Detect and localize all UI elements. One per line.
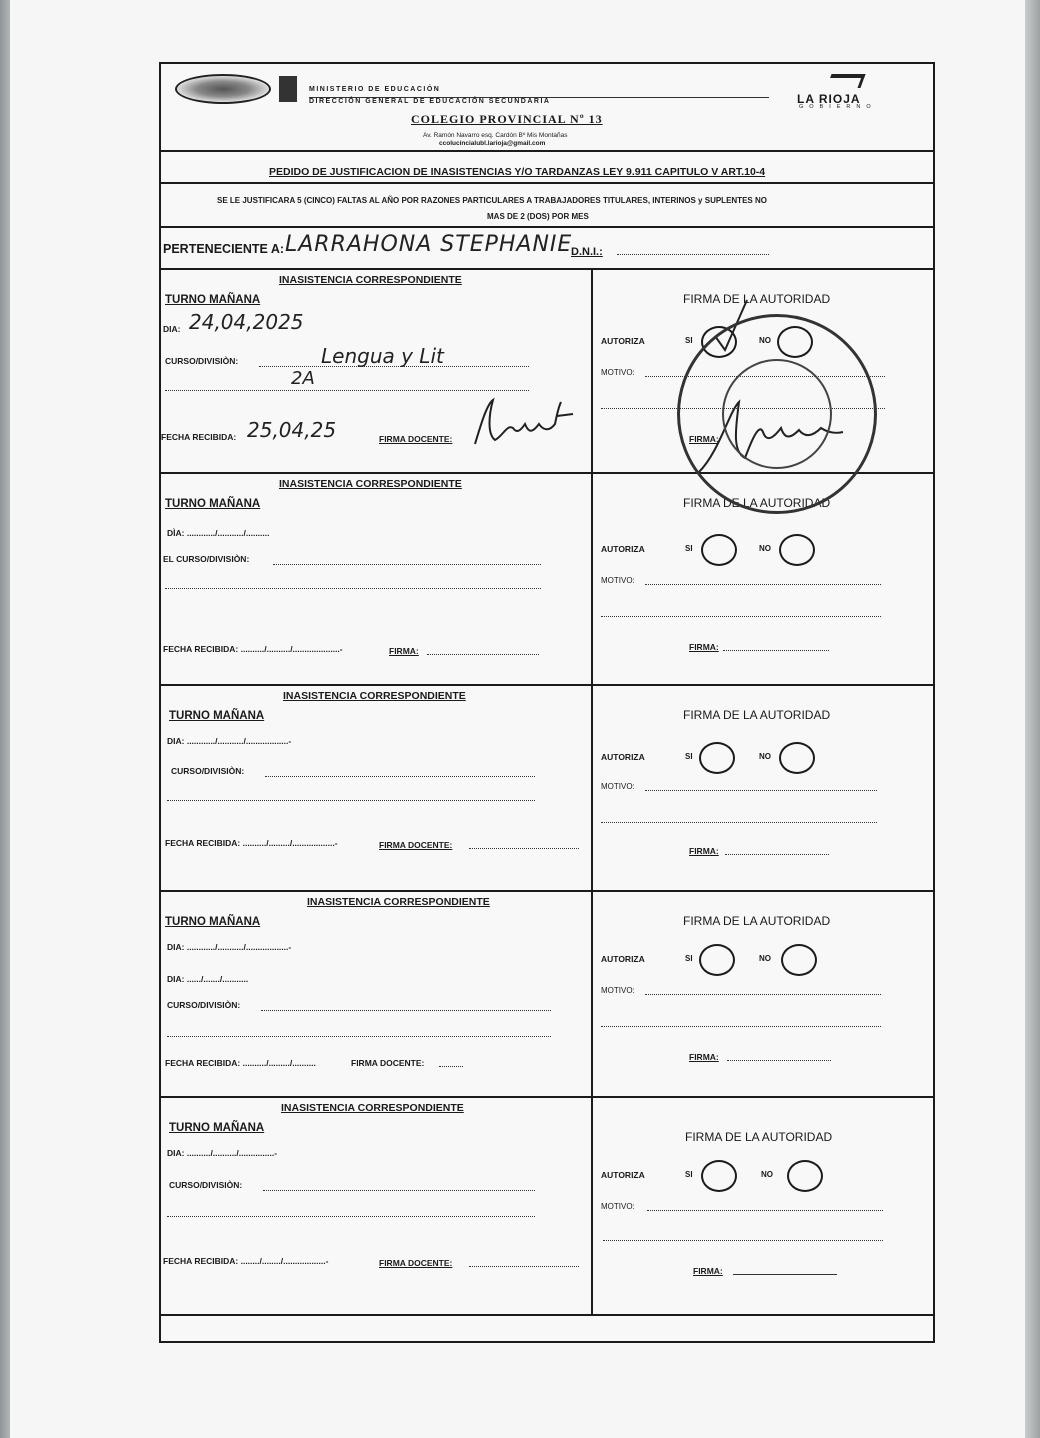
motivo-line-2[interactable] [601,1026,881,1027]
firma-label: FIRMA: [693,1266,723,1276]
motivo-field[interactable] [647,1210,883,1211]
perteneciente-value[interactable]: LARRAHONA STEPHANIE [285,232,573,257]
authority-section [593,1098,933,1314]
no-label: NO [759,544,771,553]
firma-field[interactable] [723,650,829,651]
no-label: NO [759,954,771,963]
si-checkbox[interactable] [699,742,735,774]
absence-details [161,892,593,1096]
firma-autoridad-label: FIRMA DE LA AUTORIDAD [685,1130,833,1144]
perteneciente-row [161,228,933,270]
curso-label: CURSO/DIVISIÒN: [169,1180,243,1190]
motivo-label: MOTIVO: [601,576,635,585]
dia2-label: DIA: ....../......./........... [167,974,249,984]
si-checkbox[interactable] [701,1160,737,1192]
absence-details [161,270,593,472]
motivo-line-2[interactable] [601,616,881,617]
turno-label: TURNO MAÑANA [165,294,261,306]
block-header: INASISTENCIA CORRESPONDIENTE [281,1102,464,1114]
block-header: INASISTENCIA CORRESPONDIENTE [279,274,462,286]
firma-label: FIRMA: [689,434,719,444]
docente-signature-icon [469,394,579,450]
no-label: NO [761,1170,773,1179]
absence-block-3 [161,686,933,892]
motivo-line-2[interactable] [603,1240,883,1241]
firma-field[interactable] [733,1274,837,1275]
curso-field[interactable] [261,1010,551,1011]
absence-details [161,686,593,890]
curso-line-2[interactable] [167,1036,551,1037]
firma-field[interactable] [727,1060,831,1061]
block-header: INASISTENCIA CORRESPONDIENTE [279,478,462,490]
ministry-name: MINISTERIO DE EDUCACIÓN [309,86,441,93]
fecha-label: FECHA RECIBIDA: [161,432,237,442]
curso-field[interactable] [263,1190,535,1191]
ministry-emblem [279,76,297,102]
firma-docente-label: FIRMA DOCENTE: [351,1058,425,1068]
firma-autoridad-label: FIRMA DE LA AUTORIDAD [683,914,831,928]
title-row [161,152,933,184]
school-address: Av. Ramón Navarro esq. Cardón Bº Mis Montañas [423,132,568,139]
direccion-name: DIRECCIÓN GENERAL DE EDUCACIÓN SECUNDARIA [309,98,551,105]
dia-label: DIA: ........../........../...............- [167,1148,278,1158]
motivo-label: MOTIVO: [601,368,635,377]
curso-field[interactable] [265,776,535,777]
no-checkbox[interactable] [779,742,815,774]
justification-form [159,62,935,1343]
fecha-value[interactable]: 25,04,25 [247,418,337,442]
block-header: INASISTENCIA CORRESPONDIENTE [283,690,466,702]
firma-autoridad-label: FIRMA DE LA AUTORIDAD [683,708,831,722]
absence-block-2 [161,474,933,686]
turno-label: TURNO MAÑANA [165,916,261,928]
school-email: ccolucincialubl.larioja@gmail.com [439,140,546,147]
dni-field[interactable] [617,254,769,255]
curso-line-2[interactable] [167,1216,535,1217]
authority-section [593,686,933,890]
dni-label: D.N.I.: [571,246,603,258]
firma-label: FIRMA: [689,642,719,652]
firma-autoridad-label: FIRMA DE LA AUTORIDAD [683,496,831,510]
absence-block-4 [161,892,933,1098]
si-label: SI [685,954,693,963]
motivo-line-2[interactable] [601,822,877,823]
turno-label: TURNO MAÑANA [169,710,265,722]
curso-label: CURSO/DIVISIÒN: [171,766,245,776]
dia-label: DIA: [163,324,181,334]
firma-docente-label: FIRMA DOCENTE: [379,434,453,444]
brand-name: LA RIOJA [797,92,861,106]
dia-label: DIA: ............/.........../..................- [167,942,292,952]
firma-docente-label: FIRMA: [389,646,419,656]
la-rioja-logo-icon [826,74,865,88]
school-name: COLEGIO PROVINCIAL Nº 13 [411,112,603,126]
motivo-field[interactable] [645,584,881,585]
absence-details [161,1098,593,1314]
firma-docente-field[interactable] [439,1066,463,1067]
motivo-label: MOTIVO: [601,986,635,995]
fecha-label: FECHA RECIBIDA: ......../......../..................- [163,1256,329,1266]
absence-details [161,474,593,684]
note-line-2: MAS DE 2 (DOS) POR MES [487,212,589,221]
no-checkbox[interactable] [781,944,817,976]
form-title: PEDIDO DE JUSTIFICACION DE INASISTENCIAS Y/O TARDANZAS LEY 9.911 CAPITULO V ART.10-4 [269,166,766,178]
si-label: SI [685,544,693,553]
note-line-1: SE LE JUSTIFICARA 5 (CINCO) FALTAS AL AÑO POR RAZONES PARTICULARES A TRABAJADORES TITULARES, INTERINOS y SUPLENTES NO [217,196,767,205]
curso-label: CURSO/DIVISIÒN: [165,356,239,366]
autoriza-label: AUTORIZA [601,752,645,762]
si-label: SI [685,752,693,761]
firma-docente-label: FIRMA DOCENTE: [379,840,453,850]
no-label: NO [759,336,771,345]
authority-section [593,892,933,1096]
school-stamp [677,314,877,514]
curso-label: CURSO/DIVISIÒN: [167,1000,241,1010]
firma-docente-label: FIRMA DOCENTE: [379,1258,453,1268]
curso-value[interactable]: Lengua y Lit [321,344,444,368]
firma-docente-field[interactable] [469,848,579,849]
curso-line-2[interactable] [165,390,529,391]
si-checkbox[interactable] [701,534,737,566]
perteneciente-label: PERTENECIENTE A: [163,242,285,256]
motivo-field[interactable] [645,994,881,995]
absence-block-5 [161,1098,933,1316]
dia-label: DÌA: ............/.........../.......... [167,528,270,538]
curso-line-2[interactable] [167,800,535,801]
no-checkbox[interactable] [779,534,815,566]
firma-label: FIRMA: [689,1052,719,1062]
autoriza-label: AUTORIZA [601,336,645,346]
motivo-label: MOTIVO: [601,782,635,791]
firma-docente-field[interactable] [427,654,539,655]
no-label: NO [759,752,771,761]
si-label: SI [685,1170,693,1179]
firma-label: FIRMA: [689,846,719,856]
curso-field[interactable] [273,564,541,565]
motivo-label: MOTIVO: [601,1202,635,1211]
fecha-label: FECHA RECIBIDA: ........../........./..................- [165,838,338,848]
dia-label: DIA: ............/.........../..................- [167,736,292,746]
turno-label: TURNO MAÑANA [169,1122,265,1134]
autoriza-label: AUTORIZA [601,1170,645,1180]
autoriza-label: AUTORIZA [601,544,645,554]
curso-value-2[interactable]: 2A [291,368,315,389]
firma-docente-field[interactable] [469,1266,579,1267]
form-header [161,64,933,152]
block-header: INASISTENCIA CORRESPONDIENTE [307,896,490,908]
note-row [161,184,933,228]
si-label: SI [685,336,693,345]
firma-autoridad-label: FIRMA DE LA AUTORIDAD [683,292,831,306]
brand-sub: GOBIERNO [799,104,877,110]
curso-line-2[interactable] [165,588,541,589]
stamp-inner-ring [722,359,832,469]
dia-value[interactable]: 24,04,2025 [189,310,304,334]
fecha-label: FECHA RECIBIDA: ........../........../....................- [163,644,343,654]
curso-label: EL CURSO/DIVISIÒN: [163,554,250,564]
motivo-field[interactable] [645,790,877,791]
turno-label: TURNO MAÑANA [165,498,261,510]
no-checkbox[interactable] [787,1160,823,1192]
fecha-label: FECHA RECIBIDA: ........../........./.......... [165,1058,316,1068]
autoriza-label: AUTORIZA [601,954,645,964]
firma-field[interactable] [725,854,829,855]
ministry-logo [175,74,271,104]
si-checkbox[interactable] [699,944,735,976]
